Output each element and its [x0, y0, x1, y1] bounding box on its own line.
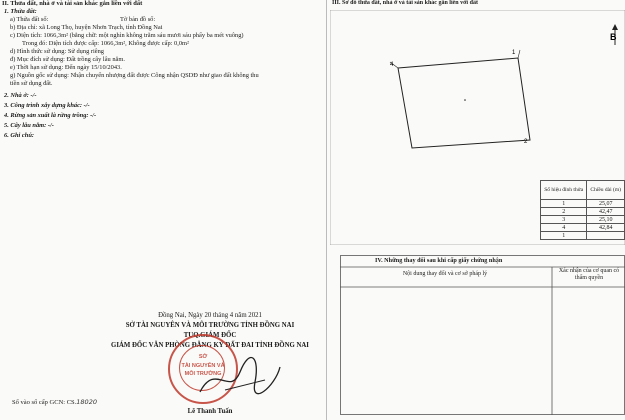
table-row: 1: [541, 232, 625, 240]
area-detail: Trong đó: Diện tích được cấp: 1066,3m², Không được cấp: 0,0m²: [22, 40, 189, 47]
table-row: 4 42,84: [541, 224, 625, 232]
issue-date: Đồng Nai, Ngày 20 tháng 4 năm 2021: [158, 312, 262, 319]
signature: [195, 352, 285, 402]
section-3: 3. Công trình xây dựng khác: -/-: [4, 102, 90, 109]
usage-purpose: đ) Mục đích sử dụng: Đất trồng cây lâu năm.: [10, 56, 125, 63]
cert-register-no: Số vào sổ cấp GCN: CS.18020: [12, 398, 97, 406]
table-row: 3 25,10: [541, 216, 625, 224]
official-seal: SỞ TÀI NGUYÊN VÀ MÔI TRƯỜNG: [168, 334, 238, 404]
vertex-label-2: 2: [524, 139, 528, 145]
vertex-label-1: 1: [512, 50, 516, 56]
section-4-header: IV. Những thay đổi sau khi cấp giấy chứng nhận: [375, 257, 503, 264]
vertex-label-4: 4: [390, 62, 394, 68]
svg-text:B: B: [610, 32, 617, 42]
section-6: 6. Ghi chú:: [4, 132, 35, 139]
authorization: TUQ.GIÁM ĐỐC: [183, 332, 237, 339]
area: c) Diện tích: 1066,3m² (bằng chữ: một nghìn không trăm sáu mươi sáu phẩy ba mét vuông): [10, 32, 244, 39]
section-2: 2. Nhà ở: -/-: [4, 92, 37, 99]
section-header: II. Thửa đất, nhà ở và tài sản khác gắn liền với đất: [2, 0, 143, 7]
issuing-department: SỞ TÀI NGUYÊN VÀ MÔI TRƯỜNG TỈNH ĐỒNG NAI: [125, 322, 295, 329]
usage-term: e) Thời hạn sử dụng: Đến ngày 15/10/2043.: [10, 64, 122, 71]
section-5: 5. Cây lâu năm: -/-: [4, 122, 54, 129]
changes-section: [340, 255, 625, 415]
section-1-title: 1. Thửa đất:: [4, 8, 37, 15]
usage-origin-cont: tiền sử dụng đất.: [10, 80, 53, 87]
boundary-length-table: [540, 180, 625, 240]
table-row: 1 25,07: [541, 200, 625, 208]
table-head-vertex: Số hiệu đỉnh thửa: [541, 181, 587, 200]
map-sheet-number: Tờ bản đồ số:: [120, 16, 156, 23]
usage-form: d) Hình thức sử dụng: Sử dụng riêng: [10, 48, 104, 55]
north-arrow-icon: [610, 24, 618, 45]
page-divider: [326, 0, 327, 420]
table-head-length: Chiều dài (m): [587, 181, 625, 200]
table-row: 2 42,47: [541, 208, 625, 216]
signer-name: Lê Thanh Tuấn: [187, 408, 233, 415]
col-changes: Nội dung thay đổi và cơ sở pháp lý: [402, 271, 488, 277]
address: b) Địa chỉ: xã Long Thọ, huyện Nhơn Trạch, tỉnh Đồng Nai: [10, 24, 163, 31]
right-panel: [330, 0, 625, 420]
col-confirmation: Xác nhận của cơ quan có thẩm quyền: [558, 268, 620, 281]
section-4: 4. Rừng sản xuất là rừng trồng: -/-: [4, 112, 97, 119]
land-office: GIÁM ĐỐC VĂN PHÒNG ĐĂNG KÝ ĐẤT ĐAI TỈNH ĐỒNG NAI: [111, 342, 309, 349]
parcel-number: a) Thửa đất số:: [10, 16, 49, 23]
usage-origin: g) Nguồn gốc sử dụng: Nhận chuyển nhượng đất được Công nhận QSDĐ như giao đất không thu: [10, 72, 259, 79]
section-3-header: III. Sơ đồ thửa đất, nhà ở và tài sản khác gắn liền với đất: [332, 0, 478, 6]
